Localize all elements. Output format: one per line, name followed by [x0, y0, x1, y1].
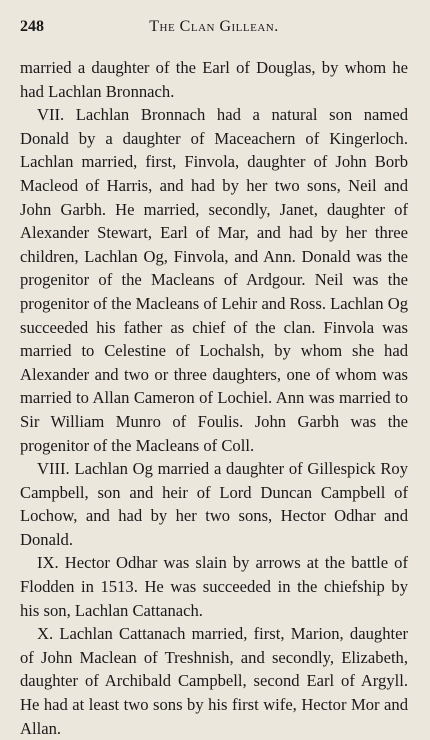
page-header: [20, 18, 408, 40]
paragraph-viii: VIII. Lachlan Og married a daughter of Gillespick Roy Campbell, son and heir of Lord Duncan Campbell of Lochow, and had by her two sons, Hector Odhar and Donald.: [20, 459, 408, 549]
paragraph-vii: VII. Lachlan Bronnach had a natural son named Donald by a daughter of Maceachern of Kingerloch. Lachlan married, first, Finvola, daughter of John Borb Macleod of Harris, and had by her two sons, Neil and John Garbh. He married, secondly, Janet, daughter of Alexander Stewart, Earl of Mar, and had by her three children, Lachlan Og, Finvola, and Ann. Donald was the progenitor of the Macleans of Ardgour. Neil was the progenitor of the Macleans of Lehir and Ross. Lachlan Og succeeded his father as chief of the clan. Finvola was married to Celestine of Lochalsh, by whom she had Alexander and two or three daughters, one of whom was married to Allan Cameron of Lochiel. Ann was married to Sir William Munro of Foulis. John Garbh was the progenitor of the Macleans of Coll.: [20, 105, 408, 455]
paragraph-continuation: married a daughter of the Earl of Douglas, by whom he had Lachlan Bronnach.: [20, 58, 408, 101]
paragraph-ix: IX. Hector Odhar was slain by arrows at the battle of Flodden in 1513. He was succeeded in the chiefship by his son, Lachlan Cattanach.: [20, 553, 408, 620]
page-number: 248: [20, 18, 44, 35]
page-body: [20, 56, 408, 740]
paragraph-x: X. Lachlan Cattanach married, first, Marion, daughter of John Maclean of Treshnish, and secondly, Elizabeth, daughter of Archibald Campbell, second Earl of Argyll. He had at least two sons by his first wife, Hector Mor and Allan.: [20, 624, 408, 738]
running-head: The Clan Gillean.: [149, 18, 279, 35]
